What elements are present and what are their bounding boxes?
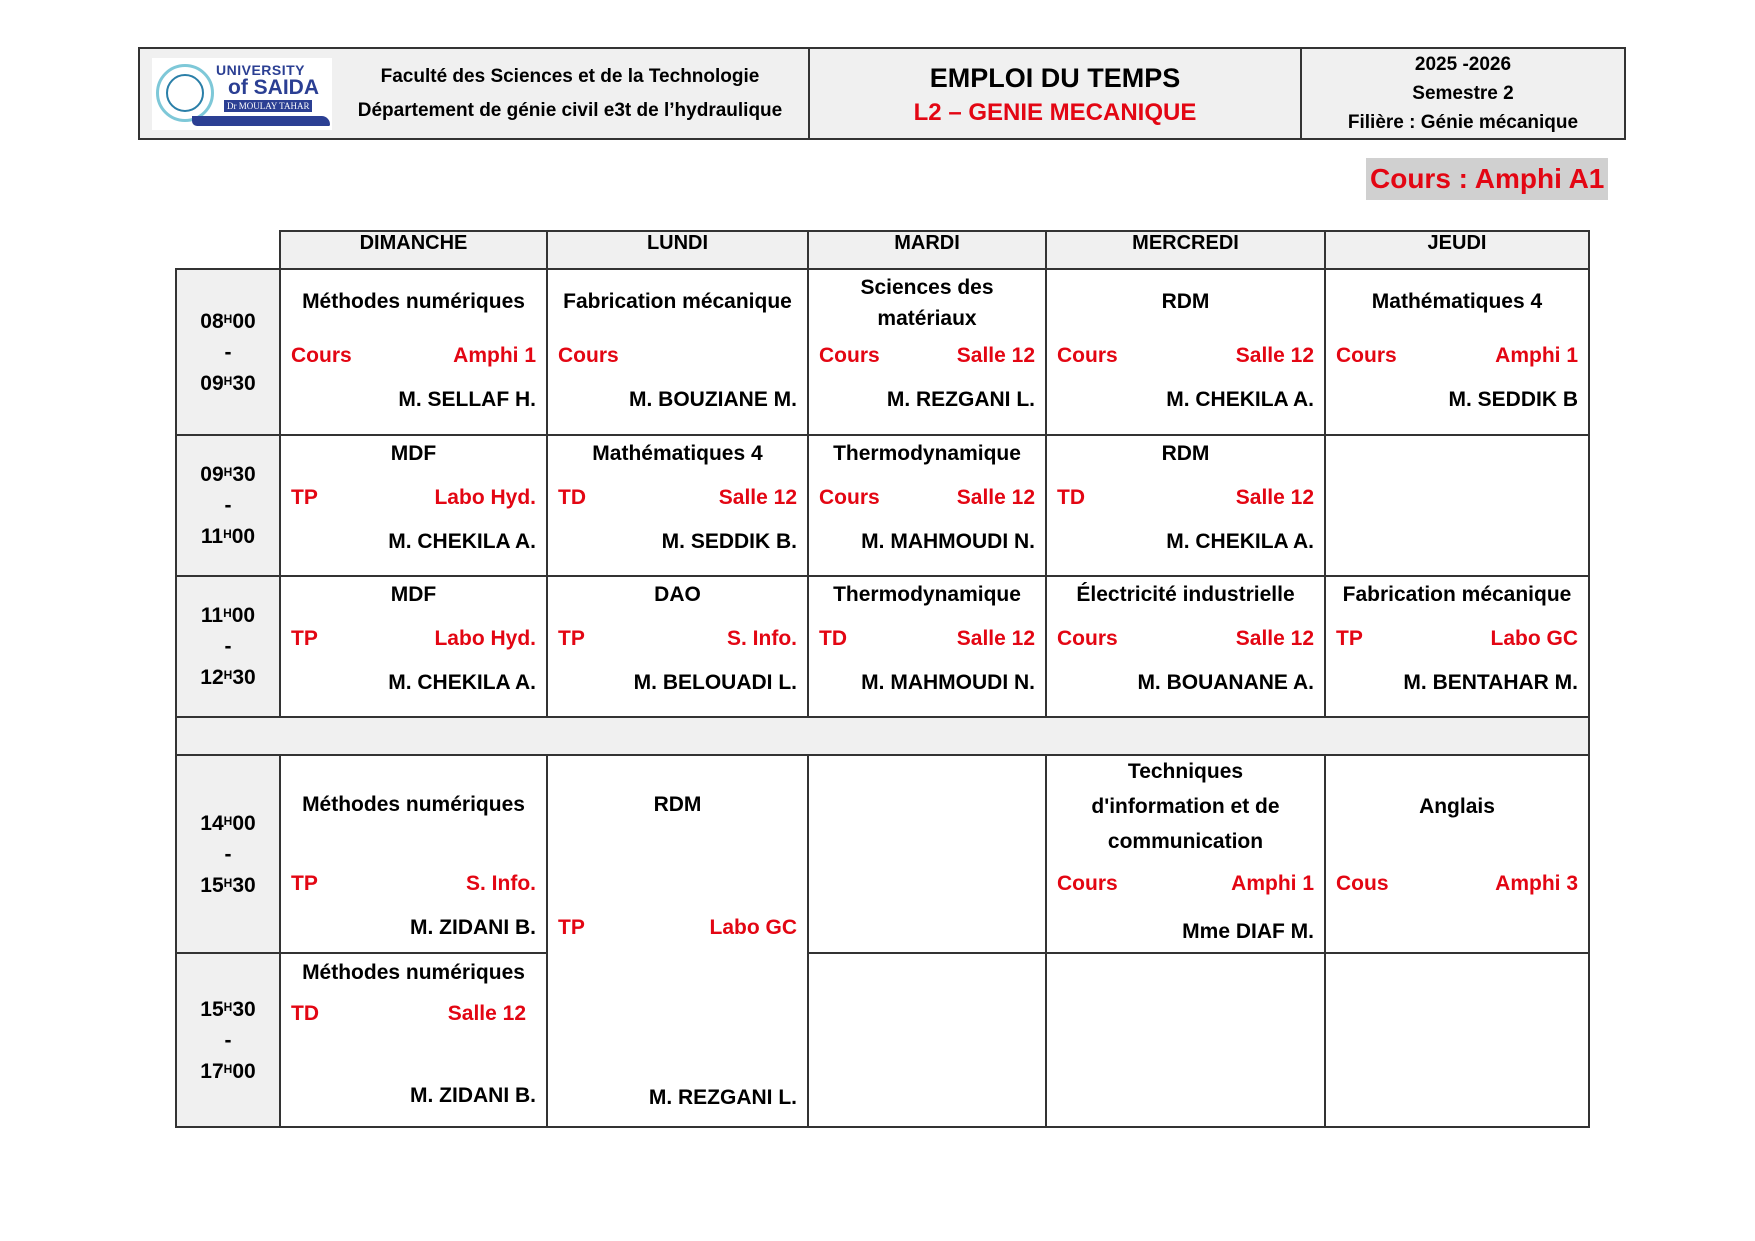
slot-separator: - bbox=[224, 494, 232, 517]
course-subject: Anglais bbox=[1419, 795, 1495, 818]
timetable-row bbox=[176, 755, 1589, 953]
course-subject: Thermodynamique bbox=[833, 583, 1021, 606]
day-header: MERCREDI bbox=[1046, 231, 1325, 269]
course-type: TP bbox=[291, 486, 318, 509]
course-cell[interactable] bbox=[1325, 755, 1589, 953]
course-meta bbox=[1336, 868, 1578, 899]
course-meta bbox=[558, 912, 797, 943]
course-room: Labo Hyd. bbox=[434, 627, 536, 650]
academic-year: 2025 -2026 bbox=[1414, 54, 1512, 75]
course-cell[interactable] bbox=[280, 435, 547, 576]
course-subject: MDF bbox=[390, 583, 437, 606]
course-teacher: M. BENTAHAR M. bbox=[1403, 671, 1578, 694]
empty-cell bbox=[1046, 953, 1325, 1127]
course-teacher: M. SEDDIK B. bbox=[661, 530, 797, 553]
day-header: DIMANCHE bbox=[280, 231, 547, 269]
course-meta bbox=[558, 623, 797, 654]
page-subtitle: L2 – GENIE MECANIQUE bbox=[913, 98, 1197, 126]
slot-separator: - bbox=[224, 340, 232, 364]
lecture-room-badge: Cours : Amphi A1 bbox=[1366, 158, 1608, 200]
course-cell[interactable] bbox=[1046, 269, 1325, 435]
time-slot bbox=[176, 269, 280, 435]
course-teacher: M. BELOUADI L. bbox=[633, 671, 797, 694]
course-cell[interactable] bbox=[1046, 755, 1325, 953]
course-room: Salle 12 bbox=[1235, 344, 1314, 367]
course-cell[interactable] bbox=[808, 576, 1046, 717]
course-room: Amphi 1 bbox=[1495, 344, 1578, 367]
course-type: Cours bbox=[819, 344, 880, 367]
course-room: Salle 12 bbox=[1235, 486, 1314, 509]
course-type: Cous bbox=[1336, 872, 1389, 895]
course-subject: Méthodes numériques bbox=[302, 961, 525, 984]
slot-start: $11^H00$ bbox=[200, 604, 256, 627]
course-teacher: M. CHEKILA A. bbox=[1166, 388, 1314, 411]
course-type: TP bbox=[558, 627, 585, 650]
course-type: TP bbox=[558, 916, 585, 939]
slot-end: $17^H00$ bbox=[200, 1059, 256, 1083]
course-cell[interactable] bbox=[547, 755, 808, 1127]
course-type: TP bbox=[1336, 627, 1363, 650]
slot-start: $14^H00$ bbox=[200, 811, 256, 835]
course-cell[interactable] bbox=[1325, 576, 1589, 717]
course-teacher: M. MAHMOUDI N. bbox=[861, 671, 1035, 694]
timetable-row bbox=[176, 953, 1589, 1127]
course-teacher: M. REZGANI L. bbox=[886, 388, 1035, 411]
logo-line3: Dr MOULAY TAHAR bbox=[224, 100, 312, 112]
course-cell[interactable] bbox=[808, 269, 1046, 435]
course-type: TD bbox=[558, 486, 586, 509]
course-meta bbox=[1057, 482, 1314, 513]
course-subject: Électricité industrielle bbox=[1076, 583, 1295, 606]
course-meta bbox=[291, 340, 536, 371]
course-cell[interactable] bbox=[808, 435, 1046, 576]
course-meta bbox=[819, 340, 1035, 371]
timetable-row bbox=[176, 269, 1589, 435]
course-type: Cours bbox=[1057, 627, 1118, 650]
course-cell[interactable] bbox=[547, 269, 808, 435]
course-meta bbox=[291, 623, 536, 654]
time-slot bbox=[176, 435, 280, 576]
course-cell[interactable] bbox=[1325, 269, 1589, 435]
course-cell[interactable] bbox=[280, 269, 547, 435]
logo-wave bbox=[192, 116, 330, 126]
corner-cell bbox=[176, 231, 280, 269]
course-type: TD bbox=[819, 627, 847, 650]
filiere: Filière : Génie mécanique bbox=[1347, 112, 1579, 133]
course-subject: Fabrication mécanique bbox=[563, 290, 792, 313]
course-teacher: M. BOUANANE A. bbox=[1137, 671, 1314, 694]
course-room: Salle 12 bbox=[956, 344, 1035, 367]
empty-cell bbox=[808, 755, 1046, 953]
course-type: TD bbox=[291, 1002, 319, 1025]
course-meta bbox=[1057, 868, 1314, 899]
header-institution bbox=[140, 49, 810, 138]
institution-text bbox=[332, 60, 808, 128]
course-teacher: M. CHEKILA A. bbox=[1166, 530, 1314, 553]
course-type: TP bbox=[291, 872, 318, 895]
logo-line1: UNIVERSITY bbox=[216, 61, 306, 78]
header-banner bbox=[138, 47, 1626, 140]
logo-emblem-inner bbox=[166, 74, 204, 112]
course-subject: MDF bbox=[390, 442, 437, 465]
header-title-block bbox=[810, 49, 1302, 138]
logo-line2: of SAIDA bbox=[228, 75, 319, 99]
course-room: S. Info. bbox=[727, 627, 797, 650]
course-subject: Techniques d'information et de communication bbox=[1091, 760, 1280, 853]
course-room: Amphi 1 bbox=[1231, 872, 1314, 895]
header-info-block bbox=[1302, 49, 1624, 138]
time-slot bbox=[176, 576, 280, 717]
day-header: JEUDI bbox=[1325, 231, 1589, 269]
course-subject: Thermodynamique bbox=[833, 442, 1021, 465]
course-meta bbox=[291, 482, 536, 513]
slot-separator: - bbox=[224, 842, 232, 866]
course-room: Salle 12 bbox=[447, 1002, 526, 1025]
day-header: LUNDI bbox=[547, 231, 808, 269]
course-type: Cours bbox=[1336, 344, 1397, 367]
empty-cell bbox=[808, 953, 1046, 1127]
course-teacher: M. ZIDANI B. bbox=[410, 916, 536, 939]
course-room: Salle 12 bbox=[956, 486, 1035, 509]
course-subject: Fabrication mécanique bbox=[1342, 583, 1572, 606]
day-header-row bbox=[176, 231, 1589, 269]
slot-start: $08^H00$ bbox=[200, 309, 256, 333]
course-cell[interactable] bbox=[280, 576, 547, 717]
course-meta bbox=[1057, 623, 1314, 654]
timetable-row bbox=[176, 435, 1589, 576]
course-teacher: M. CHEKILA A. bbox=[388, 530, 536, 553]
course-subject: Sciences des matériaux bbox=[860, 276, 994, 330]
course-subject: Mathématiques 4 bbox=[1371, 290, 1543, 313]
department-name: Département de génie civil e3t de l’hydraulique bbox=[357, 99, 783, 121]
course-cell[interactable] bbox=[547, 435, 808, 576]
course-subject: RDM bbox=[1161, 290, 1210, 313]
course-cell[interactable] bbox=[547, 576, 808, 717]
course-meta bbox=[1336, 623, 1578, 654]
course-teacher: M. MAHMOUDI N. bbox=[861, 530, 1035, 553]
course-meta bbox=[819, 482, 1035, 513]
slot-start: $09^H30$ bbox=[200, 463, 256, 486]
course-cell[interactable] bbox=[280, 953, 547, 1127]
course-meta bbox=[558, 340, 797, 371]
course-room: S. Info. bbox=[466, 872, 536, 895]
slot-separator: - bbox=[224, 1028, 232, 1052]
course-room: Amphi 1 bbox=[453, 344, 536, 367]
course-type: Cours bbox=[558, 344, 619, 367]
course-subject: Mathématiques 4 bbox=[592, 442, 763, 465]
course-meta bbox=[1057, 340, 1314, 371]
course-cell[interactable] bbox=[280, 755, 547, 953]
course-meta bbox=[291, 868, 536, 899]
course-teacher: Mme DIAF M. bbox=[1182, 920, 1314, 943]
course-meta bbox=[558, 482, 797, 513]
course-type: Cours bbox=[1057, 872, 1118, 895]
course-subject: RDM bbox=[1161, 442, 1210, 465]
slot-end: $09^H30$ bbox=[200, 371, 256, 395]
course-teacher: M. SELLAF H. bbox=[398, 388, 536, 411]
page-title: EMPLOI DU TEMPS bbox=[929, 62, 1181, 93]
slot-end: $12^H30$ bbox=[200, 666, 256, 689]
course-cell[interactable] bbox=[1046, 576, 1325, 717]
course-meta bbox=[1336, 340, 1578, 371]
course-teacher: M. SEDDIK B bbox=[1448, 388, 1578, 411]
course-room: Labo Hyd. bbox=[434, 486, 536, 509]
slot-end: $11^H00$ bbox=[200, 525, 256, 548]
course-subject: RDM bbox=[653, 793, 702, 816]
course-type: Cours bbox=[1057, 344, 1118, 367]
course-type: TD bbox=[1057, 486, 1085, 509]
timetable-row bbox=[176, 576, 1589, 717]
course-type: TP bbox=[291, 627, 318, 650]
course-cell[interactable] bbox=[1046, 435, 1325, 576]
course-meta bbox=[819, 623, 1035, 654]
faculty-name: Faculté des Sciences et de la Technologie bbox=[380, 65, 760, 87]
course-room: Salle 12 bbox=[1235, 627, 1314, 650]
university-logo bbox=[152, 58, 332, 130]
lunch-break-row bbox=[176, 717, 1589, 755]
time-slot bbox=[176, 755, 280, 953]
course-room: Labo GC bbox=[709, 916, 797, 939]
empty-cell bbox=[1325, 953, 1589, 1127]
day-header: MARDI bbox=[808, 231, 1046, 269]
course-teacher: M. REZGANI L. bbox=[648, 1086, 797, 1109]
course-teacher: M. ZIDANI B. bbox=[410, 1084, 536, 1107]
empty-cell bbox=[1325, 435, 1589, 576]
course-teacher: M. CHEKILA A. bbox=[388, 671, 536, 694]
slot-end: $15^H30$ bbox=[200, 873, 256, 897]
lunch-break bbox=[176, 717, 1589, 755]
time-slot bbox=[176, 953, 280, 1127]
slot-start: $15^H30$ bbox=[200, 997, 256, 1021]
course-meta bbox=[291, 998, 526, 1029]
course-room: Salle 12 bbox=[956, 627, 1035, 650]
course-room: Amphi 3 bbox=[1495, 872, 1578, 895]
course-room: Salle 12 bbox=[718, 486, 797, 509]
course-teacher: M. BOUZIANE M. bbox=[629, 388, 797, 411]
course-type: Cours bbox=[291, 344, 352, 367]
course-room: Labo GC bbox=[1490, 627, 1578, 650]
timetable bbox=[175, 230, 1590, 1128]
course-subject: DAO bbox=[654, 583, 701, 606]
course-type: Cours bbox=[819, 486, 880, 509]
semester: Semestre 2 bbox=[1412, 83, 1514, 104]
course-subject: Méthodes numériques bbox=[302, 793, 525, 816]
slot-separator: - bbox=[224, 635, 232, 658]
course-subject: Méthodes numériques bbox=[302, 290, 525, 313]
